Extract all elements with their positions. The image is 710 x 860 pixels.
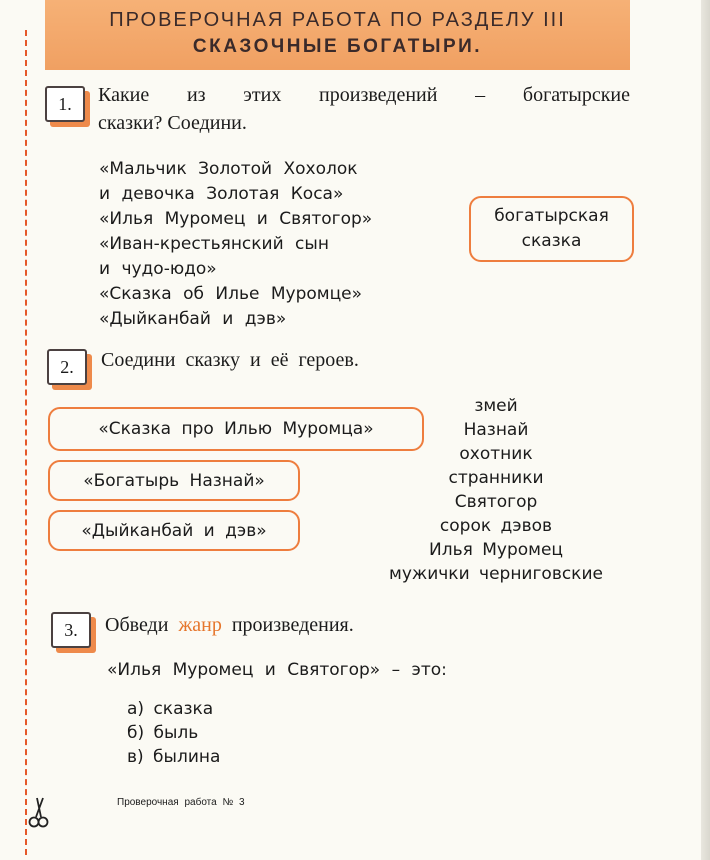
- footer-label: Проверочная работа № 3: [117, 797, 245, 808]
- title-item[interactable]: «Илья Муромец и Святогор»: [99, 209, 373, 229]
- q3-prompt: [105, 614, 354, 637]
- q3-prompt-after: произведения.: [231, 614, 354, 636]
- question-number-2: 2.: [47, 349, 87, 385]
- tale-box-naznai[interactable]: [48, 460, 300, 501]
- section-title: ПРОВЕРОЧНАЯ РАБОТА ПО РАЗДЕЛУ III: [109, 9, 566, 31]
- q2-prompt: Соедини сказку и её героев.: [101, 349, 359, 371]
- hero-item[interactable]: мужички черниговские: [389, 564, 603, 584]
- hero-item[interactable]: странники: [448, 468, 544, 488]
- question-number-3: 3.: [51, 612, 91, 648]
- hero-item[interactable]: сорок дэвов: [439, 516, 553, 536]
- hero-item[interactable]: змей: [474, 396, 518, 416]
- answer-box-bogatyr-tale[interactable]: [469, 196, 634, 262]
- q3-options: [127, 697, 220, 769]
- q3-statement: «Илья Муромец и Святогор» – это:: [107, 660, 447, 680]
- answer-label-line2: сказка: [521, 231, 582, 251]
- q3-prompt-highlight: жанр: [178, 614, 222, 636]
- tale-label: «Сказка про Илью Муромца»: [98, 419, 374, 439]
- hero-item[interactable]: Илья Муромец: [428, 540, 563, 560]
- hero-item[interactable]: Назнай: [463, 420, 529, 440]
- title-item[interactable]: «Дыйканбай и дэв»: [99, 309, 287, 329]
- tale-label: «Дыйканбай и дэв»: [81, 520, 267, 541]
- hero-item[interactable]: Святогор: [454, 492, 538, 512]
- answer-label-line1: богатырская: [494, 206, 609, 226]
- option-c[interactable]: в) былина: [127, 747, 221, 767]
- tale-box-ilya[interactable]: [48, 407, 424, 451]
- q2-hero-list: [370, 394, 622, 586]
- cut-line: [25, 30, 27, 855]
- tale-label: «Богатырь Назнай»: [83, 470, 265, 491]
- header-band: [45, 0, 630, 70]
- hero-item[interactable]: охотник: [459, 444, 533, 464]
- option-b[interactable]: б) быль: [127, 723, 199, 743]
- q1-prompt-line1: Какие из этих произведений – богатырские: [98, 84, 630, 106]
- option-a[interactable]: а) сказка: [127, 699, 214, 719]
- title-item[interactable]: «Иван-крестьянский сын: [99, 234, 329, 254]
- q1-prompt-line2: сказки? Соедини.: [98, 112, 247, 134]
- section-subtitle: СКАЗОЧНЫЕ БОГАТЫРИ.: [192, 36, 483, 57]
- tale-box-dyikanbai[interactable]: [48, 510, 300, 551]
- question-number-1: 1.: [45, 86, 85, 122]
- title-item[interactable]: «Сказка об Илье Муромце»: [99, 284, 363, 304]
- title-item[interactable]: и девочка Золотая Коса»: [99, 184, 344, 204]
- q3-prompt-before: Обведи: [105, 614, 169, 636]
- title-item[interactable]: и чудо-юдо»: [99, 259, 217, 279]
- page-edge: [701, 0, 710, 860]
- q1-title-list: [99, 157, 372, 332]
- scissors-icon: [28, 797, 50, 834]
- title-item[interactable]: «Мальчик Золотой Хохолок: [99, 159, 358, 179]
